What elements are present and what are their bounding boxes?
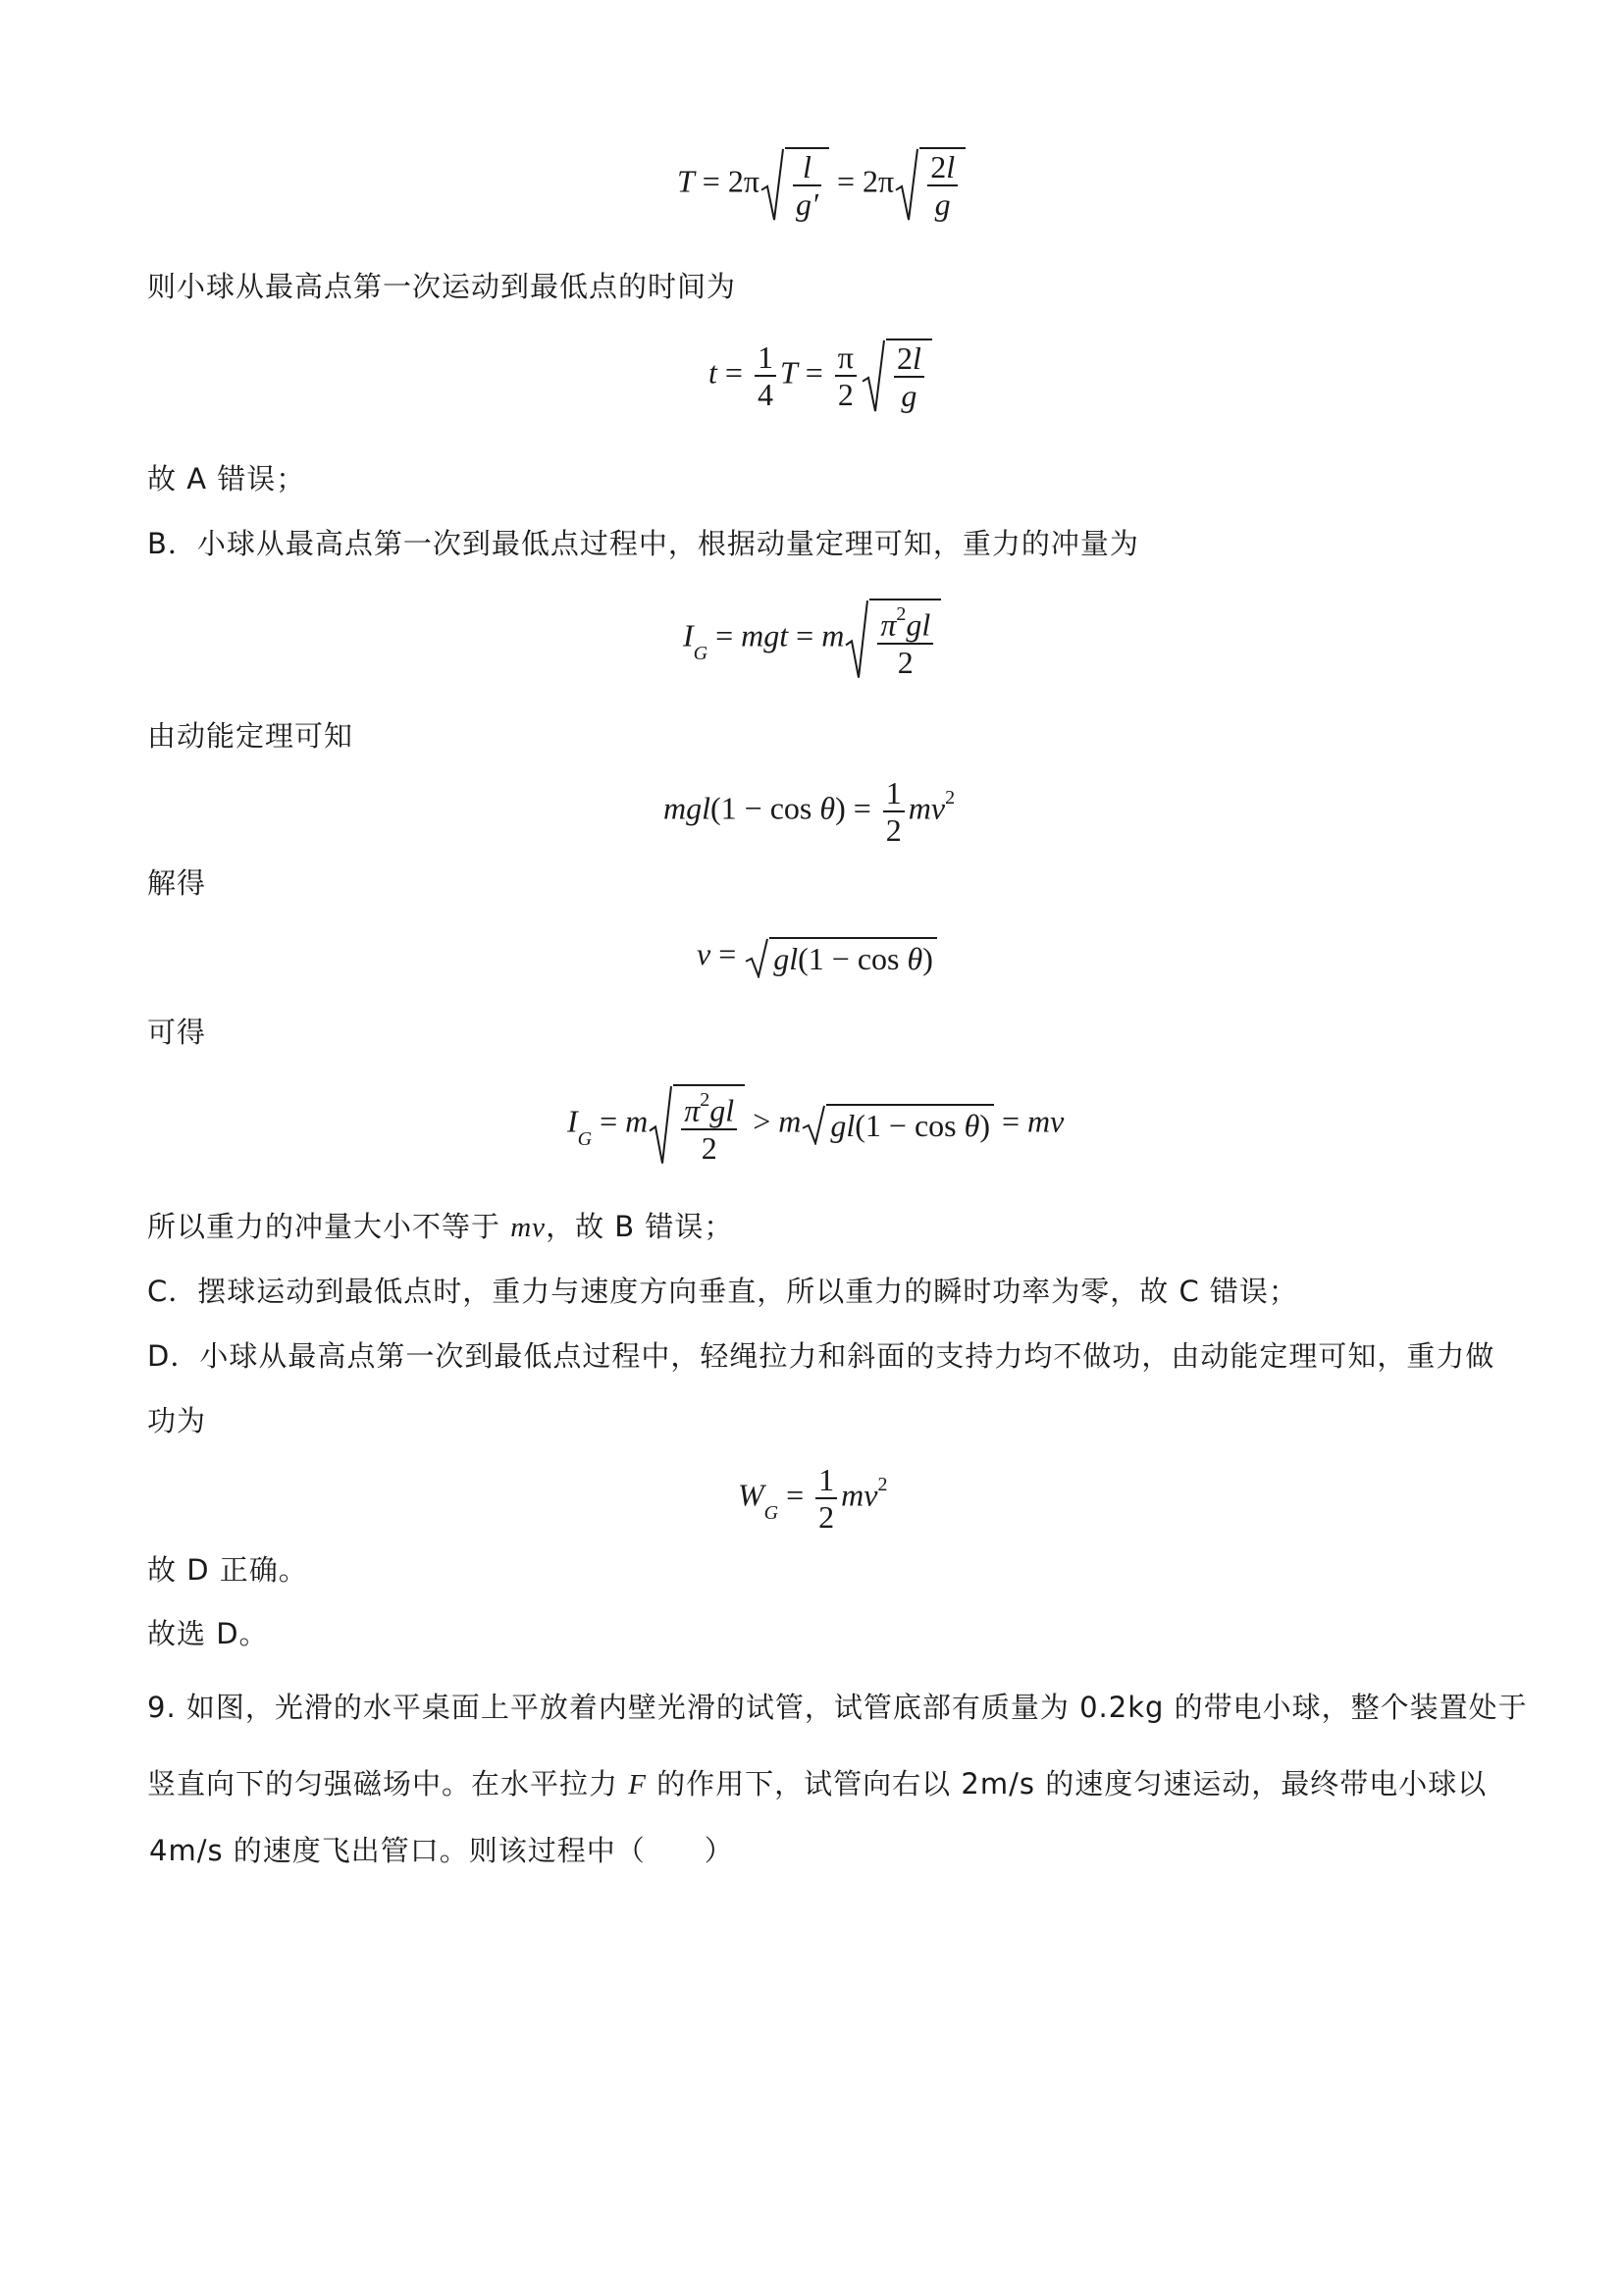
- text-fragment: 所以重力的冲量大小不等于: [147, 1210, 511, 1243]
- text-line: 故 D 正确。: [147, 1553, 308, 1587]
- formula-time: t = $\frac{1}{4}$ T = $\frac{\pi}{2}$ $\frac{2l}{g}$: [708, 339, 932, 413]
- text-fragment: 的作用下，试管向右以 2m/s 的速度匀速运动，最终带电小球以: [646, 1767, 1488, 1800]
- text-line: [147, 1207, 733, 1247]
- text-line: B．小球从最高点第一次到最低点过程中，根据动量定理可知，重力的冲量为: [147, 527, 1139, 560]
- text-fragment: 竖直向下的匀强磁场中。在水平拉力: [147, 1767, 629, 1800]
- formula-velocity: v = gl(1 − cos θ): [697, 934, 937, 978]
- text-line: 功为: [147, 1404, 207, 1437]
- math-variable: F: [628, 1769, 647, 1800]
- text-line: D．小球从最高点第一次到最低点过程中，轻绳拉力和斜面的支持力均不做功，由动能定理可知，重力做: [147, 1339, 1495, 1373]
- text-line: 故选 D。: [147, 1617, 269, 1650]
- text-line: 可得: [147, 1016, 207, 1049]
- text-fragment: ，故 B 错误；: [546, 1210, 734, 1243]
- formula-period: T = 2π $\frac{l}{g'}$ = 2π $\frac{2l}{g}$: [677, 147, 966, 222]
- math-variable: mv: [510, 1212, 547, 1243]
- text-line: C．摆球运动到最低点时，重力与速度方向垂直，所以重力的瞬时功率为零，故 C 错误；: [147, 1275, 1298, 1308]
- question-9-line: 9. 如图，光滑的水平桌面上平放着内壁光滑的试管，试管底部有质量为 0.2kg 的带电小球，整个装置处于: [147, 1691, 1528, 1724]
- text-line: 由动能定理可知: [147, 719, 354, 753]
- text-line: 则小球从最高点第一次运动到最低点的时间为: [147, 270, 737, 303]
- formula-impulse: $I_G$ = mgt = m $\frac{\pi^2gl}{2}$: [683, 599, 941, 680]
- question-9-line: 4m/s 的速度飞出管口。则该过程中（ ）: [149, 1834, 734, 1867]
- text-line: 解得: [147, 866, 207, 900]
- formula-energy: mgl(1 − cos θ) = $\frac{1}{2}$ $mv^2$: [663, 775, 956, 848]
- formula-compare: $I_G = m$ $\frac{\pi^2gl}{2}$ > m gl(1 − cos θ) = mv: [567, 1084, 1064, 1166]
- question-9-line: [147, 1764, 1487, 1804]
- formula-work: $W_G$ = $\frac{1}{2}$ $mv^2$: [738, 1462, 888, 1535]
- text-line: 故 A 错误；: [147, 462, 306, 496]
